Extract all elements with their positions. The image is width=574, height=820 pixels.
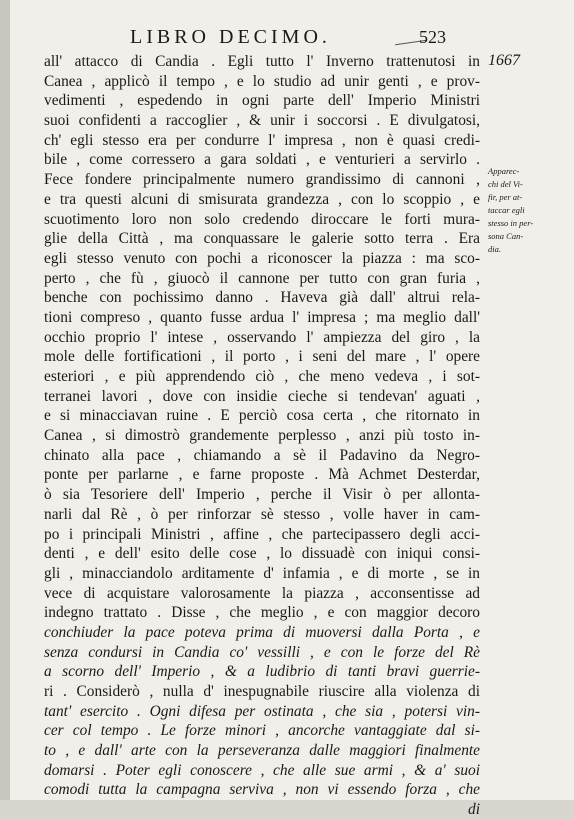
text-line: mole delle fortificationi , il porto , i seni del mare , l' opere	[44, 348, 480, 366]
margin-note-line: sona Can-	[488, 231, 524, 241]
text-line: senza condursi in Candia co' vessilli , e con le forze del Rè	[44, 643, 480, 661]
text-line: Canea , applicò il tempo , e lo studio ad unir genti , e prov-	[44, 72, 480, 90]
text-line: benche con pochissimo danno . Haveva già dall' altrui rela-	[44, 289, 480, 307]
text-line: all' attacco di Candia . Egli tutto l' Inverno trattenutosi in	[44, 53, 480, 70]
text-line: scuotimento loro non solo credendo diroccare le forti mura-	[44, 210, 480, 228]
text-line: comodi tutta la campagna serviva , non vi essendo forza , che	[44, 781, 480, 799]
text-line: e tra questi alcuni di smisurata grandezza , con lo scoppio , e	[44, 190, 480, 208]
margin-note-line: taccar egli	[488, 205, 525, 215]
text-line: suoi confidenti a raccoglier , & unir i soccorsi . E divulgatosi,	[44, 112, 480, 130]
body-text	[44, 52, 480, 820]
text-line: terranei lavori , dove con insidie cieche si tendevan' aguati ,	[44, 387, 480, 405]
text-line: domarsi . Poter egli conoscere , che alle sue armi , & a' suoi	[44, 761, 480, 779]
text-line: ponte per parlarne , e farne proposte . Mà Achmet Desterdar,	[44, 466, 480, 484]
text-line: occhio proprio l' intese , osservando l' ampiezza del giro , la	[44, 328, 480, 346]
text-line: ri . Considerò , nulla d' inespugnabile riuscire alla violenza di	[44, 683, 480, 700]
text-line: cer col tempo . Le forze minori , ancorche vantaggiate dal si-	[44, 722, 480, 740]
text-line: Fece fondere principalmente numero grandissimo di cannoni ,	[44, 171, 480, 189]
text-line: chinato alla pace , chiamando a sè il Padavino da Negro-	[44, 446, 480, 464]
text-line: egli stesso venuto con pochi a riconoscer la piazza : ma sco-	[44, 249, 480, 267]
margin-note-line: dia.	[488, 244, 501, 254]
text-line: ch' egli stesso era per condurre l' impresa , non è quasi credi-	[44, 131, 480, 149]
text-line: indegno trattato . Disse , che meglio , e con maggior decoro	[44, 604, 480, 622]
margin-note-line: fir, per at-	[488, 192, 523, 202]
text-line: e si minacciavan ruine . E perciò cosa certa , che ritornato in	[44, 407, 480, 425]
text-line: bile , come corressero a gara soldati , e venturieri a servirlo .	[44, 151, 480, 169]
text-line: ò sia Tesoriere dell' Imperio , perche il Visir ò per allonta-	[44, 486, 480, 504]
running-head: LIBRO DECIMO.	[130, 26, 331, 48]
text-line: esteriori , e più apprendendo ciò , che meno vedeva , i sot-	[44, 368, 480, 385]
text-line: to , e dall' arte con la perseveranza dalle maggiori finalmente	[44, 742, 480, 760]
catchword: di	[468, 801, 480, 819]
margin-year: 1667	[488, 52, 520, 69]
text-line: vedimenti , espedendo in ogni parte dell' Imperio Ministri	[44, 92, 480, 110]
text-line: a scorno dell' Imperio , & a ludibrio di tanti bravi guerrie-	[44, 663, 480, 681]
margin-note-line: stesso in per-	[488, 218, 534, 228]
text-line: narli dal Rè , ò per rinforzar sè stesso , volle haver in cam-	[44, 505, 480, 523]
margin-note-line: chi del Vi-	[488, 179, 523, 189]
margin-note	[488, 165, 552, 256]
text-line: glie della Città , ma conquassare le galerie sotto terra . Era	[44, 230, 480, 248]
text-line: conchiuder la pace poteva prima di muoversi dalla Porta , e	[44, 623, 480, 641]
text-line: po i principali Ministri , affine , che partecipassero degli acci-	[44, 525, 480, 543]
text-line: tant' esercito . Ogni difesa per ostinata , che sia , potersi vin-	[44, 702, 480, 720]
text-line: denti , e dell' esito delle cose , lo dissuadè con iniqui consi-	[44, 545, 480, 563]
text-line: vece di acquistare valorosamente la piazza , acconsentisse ad	[44, 584, 480, 602]
page-number: 523	[419, 27, 446, 47]
margin-note-line: Apparec-	[488, 166, 520, 176]
text-line: Canea , si dimostrò grandemente perplesso , anzi più tosto in-	[44, 427, 480, 445]
text-line: gli , minacciandolo arditamente d' infamia , e di morte , se in	[44, 564, 480, 582]
text-line: tioni compreso , quanto fusse ardua l' impresa ; ma meglio dall'	[44, 308, 480, 326]
text-line: perto , che fù , giuocò il cannone per tutto con gran furia ,	[44, 269, 480, 287]
